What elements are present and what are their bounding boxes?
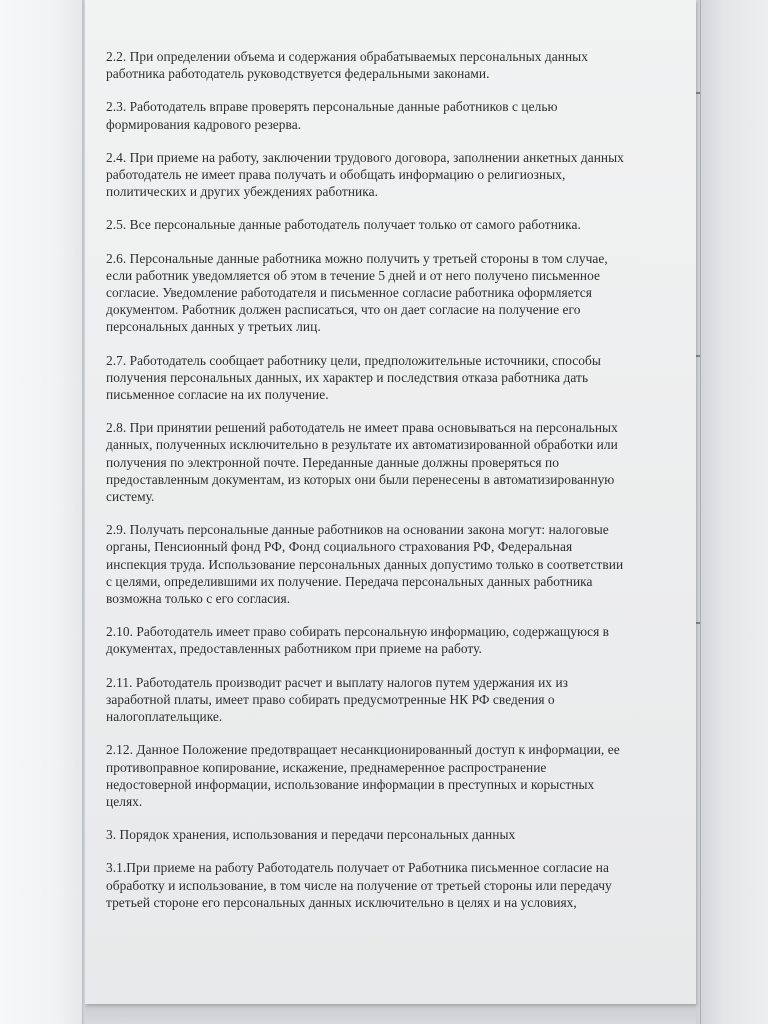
- document-text: [106, 48, 672, 927]
- paragraph-2-11: 2.11. Работодатель производит расчет и выплату налогов путем удержания их из заработной платы, имеет право собирать предусмотренные НК РФ сведения о налогоплательщике.: [106, 674, 569, 725]
- left-background-sheet: [0, 0, 82, 1024]
- paragraph-2-7: 2.7. Работодатель сообщает работнику цели, предположительные источники, способы получения персональных данных, их характер и последствия отказа работника дать письменное согласие на их получение.: [106, 352, 601, 403]
- paragraph-2-6: 2.6. Персональные данные работника можно получить у третьей стороны в том случае, если работник уведомляется об этом в течение 5 дней и от него получено письменное согласие. Уведомление работодателя и письменное согласие работника оформляется документом. Работник должен расписаться, что он дает согласие на получение его персональных данных у третьих лиц.: [106, 250, 608, 335]
- paragraph-2-9: 2.9. Получать персональные данные работников на основании закона могут: налоговые органы, Пенсионный фонд РФ, Фонд социального страхования РФ, Федеральная инспекция труда. Использование персональных данных допустимо только в соответствии с целями, определившими их получение. Передача персональных данных работника возможна только с его согласия.: [106, 522, 624, 607]
- paragraph-2-4: 2.4. При приеме на работу, заключении трудового договора, заполнении анкетных данных работодатель не имеет права получать и обобщать информацию о религиозных, политических и других убеждениях работника.: [106, 149, 624, 200]
- paragraph-2-8: 2.8. При принятии решений работодатель не имеет права основываться на персональных данных, полученных исключительно в результате их автоматизированной обработки или получения по электронной почте. Переданные данные должны проверяться по предоставленным документам, из которых они были перенесены в автоматизированную систему.: [106, 420, 618, 505]
- paragraph-2-12: 2.12. Данное Положение предотвращает несанкционированный доступ к информации, ее противоправное копирование, искажение, преднамеренное распространение недостоверной информации, использование информации в преступных и корыстных целях.: [106, 742, 620, 809]
- paragraph-2-5: 2.5. Все персональные данные работодатель получает только от самого работника.: [106, 217, 581, 233]
- paragraph-2-10: 2.10. Работодатель имеет право собирать персональную информацию, содержащуюся в документах, предоставленных работником при приеме на работу.: [106, 624, 610, 657]
- table-surface: [85, 1004, 696, 1024]
- right-sheet-line: [700, 0, 701, 1024]
- section-3-heading: 3. Порядок хранения, использования и передачи персональных данных: [106, 827, 516, 843]
- right-background-sheet: [696, 0, 768, 1024]
- paragraph-3-1: 3.1.При приеме на работу Работодатель получает от Работника письменное согласие на обработку и использование, в том числе на получение от третьей стороны или передачу третьей стороне его персональных данных исключительно в целях и на условиях,: [106, 860, 612, 910]
- paragraph-2-2: 2.2. При определении объема и содержания обрабатываемых персональных данных работника работодатель руководствуется федеральными законами.: [106, 49, 588, 82]
- paragraph-2-3: 2.3. Работодатель вправе проверять персональные данные работников с целью формирования кадрового резерва.: [106, 99, 558, 132]
